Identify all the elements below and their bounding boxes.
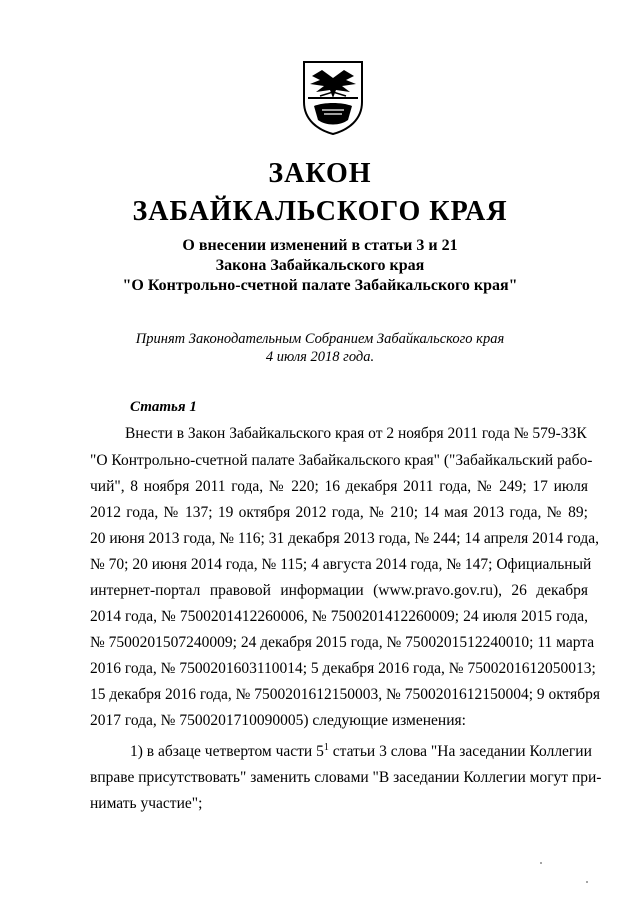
coat-of-arms-icon <box>300 58 366 136</box>
item-1-line-2: вправе присутствовать" заменить словами "В заседании Коллегии могут при- <box>90 769 602 786</box>
item-1-text: 1) в абзаце четвертом части 5 <box>130 743 324 760</box>
item-1-superscript: 1 <box>323 741 329 753</box>
paragraph-line: 15 декабря 2016 года, № 7500201612150003, № 7500201612150004; 9 октября <box>90 686 601 703</box>
item-1-text-continued: статьи 3 слова "На заседании Коллегии <box>328 743 592 760</box>
paragraph-line: 20 июня 2013 года, № 116; 31 декабря 2013 года, № 244; 14 апреля 2014 года, <box>90 530 599 547</box>
subtitle-line-2: Закона Забайкальского края <box>215 257 425 274</box>
paragraph-line: "О Контрольно-счетной палате Забайкальского края" ("Забайкальский рабо- <box>90 452 593 469</box>
paragraph-line: 2017 года, № 7500201710090005) следующие изменения: <box>90 712 466 729</box>
subtitle-line-1: О внесении изменений в статьи 3 и 21 <box>182 237 458 254</box>
law-region-title: ЗАБАЙКАЛЬСКОГО КРАЯ <box>132 196 508 227</box>
article-heading: Статья 1 <box>130 399 197 415</box>
scan-artifact <box>586 881 588 883</box>
paragraph-line: 2016 года, № 7500201603110014; 5 декабря 2016 года, № 7500201612050013; <box>90 660 596 677</box>
subtitle-line-3: "О Контрольно-счетной палате Забайкальского края" <box>122 277 518 294</box>
paragraph-line: № 70; 20 июня 2014 года, № 115; 4 августа 2014 года, № 147; Официальный <box>90 556 592 573</box>
paragraph-line: 2012 года, № 137; 19 октября 2012 года, № 210; 14 мая 2013 года, № 89; <box>90 504 588 521</box>
adopted-line-1: Принят Законодательным Собранием Забайкальского края <box>135 331 505 347</box>
paragraph-line: Внести в Закон Забайкальского края от 2 ноября 2011 года № 579-ЗЗК <box>125 425 587 442</box>
law-title: ЗАКОН <box>268 158 372 189</box>
paragraph-line: 2014 года, № 7500201412260006, № 7500201412260009; 24 июля 2015 года, <box>90 608 588 625</box>
item-1-line-1 <box>130 741 592 762</box>
item-1-line-3: нимать участие"; <box>90 795 203 812</box>
adopted-date: 4 июля 2018 года. <box>265 349 375 365</box>
paragraph-line: № 7500201507240009; 24 декабря 2015 года, № 7500201512240010; 11 марта <box>90 634 595 651</box>
paragraph-line: чий", 8 ноября 2011 года, № 220; 16 декабря 2011 года, № 249; 17 июля <box>90 478 588 495</box>
scan-artifact <box>540 862 542 864</box>
paragraph-line: интернет-портал правовой информации (www.pravo.gov.ru), 26 декабря <box>90 582 588 599</box>
